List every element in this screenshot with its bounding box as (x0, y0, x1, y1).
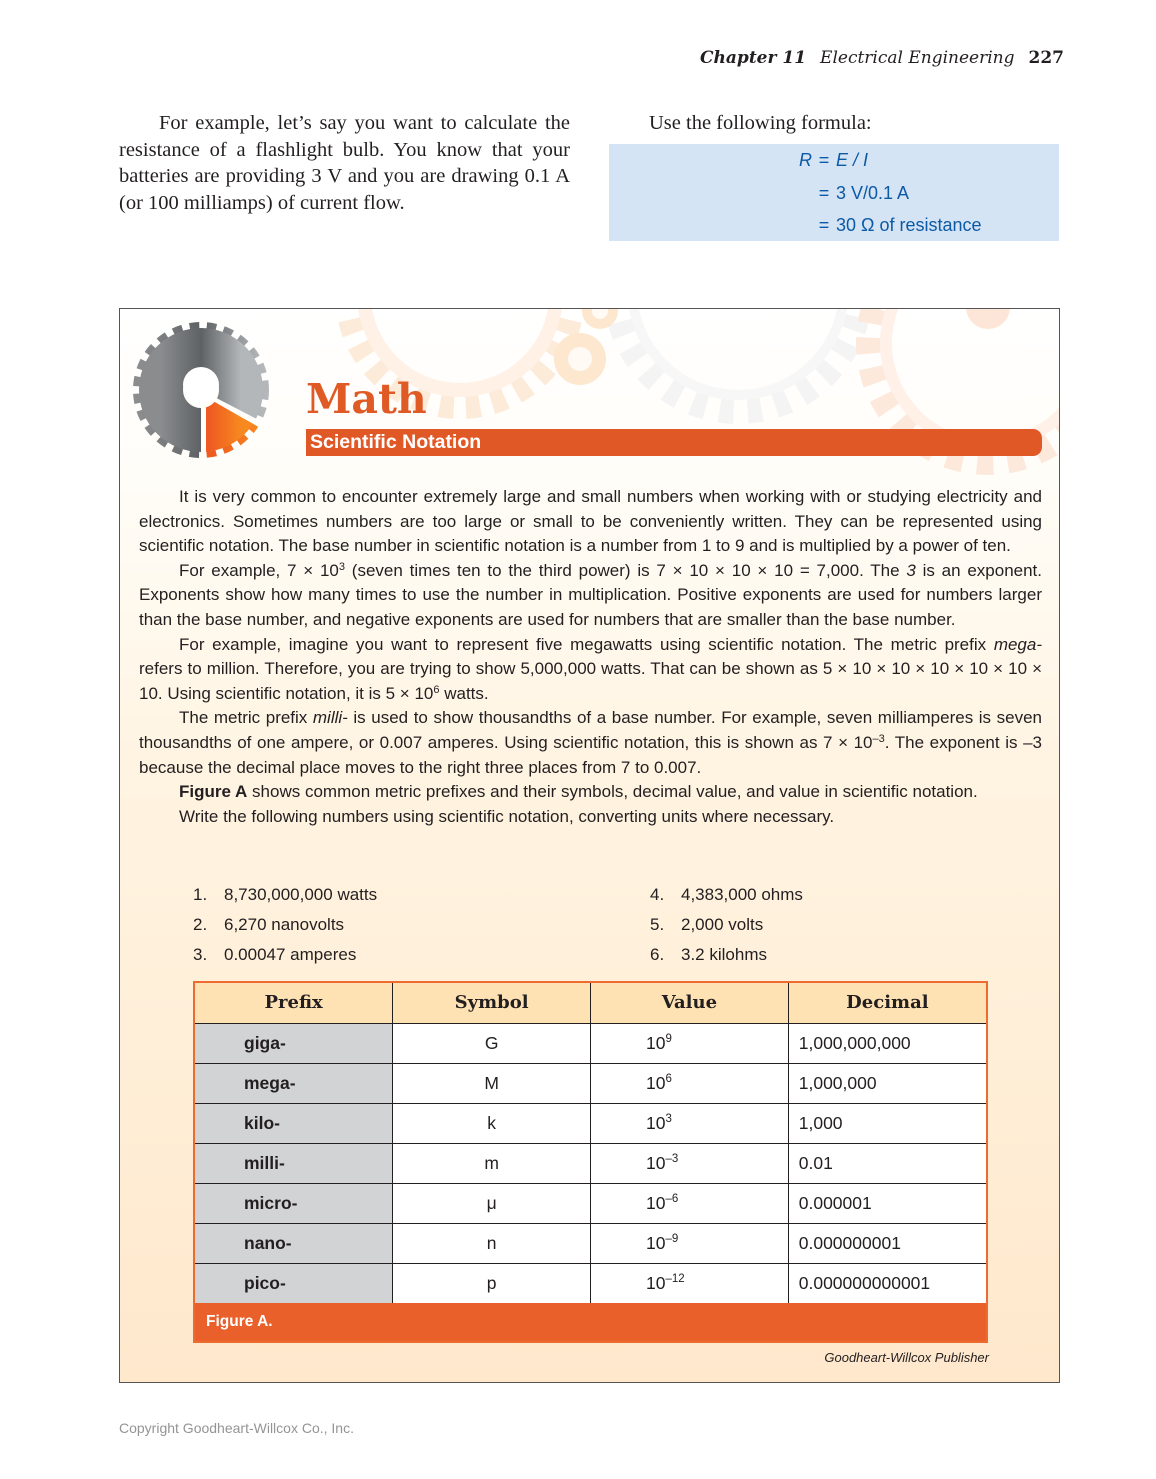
formula-line-1 (790, 150, 868, 171)
table-row (195, 1263, 986, 1303)
paragraph-5: Figure A shows common metric prefixes and their symbols, decimal value, and value in scientific notation. (179, 782, 978, 802)
prefix-cell: micro- (195, 1183, 393, 1223)
exercise-column-left (193, 880, 593, 970)
value-cell: $10^{-6}$ (591, 1183, 789, 1223)
value-cell: $10^6$ (591, 1063, 789, 1103)
page-number: 227 (1028, 48, 1064, 68)
value-cell: $10^{-3}$ (591, 1143, 789, 1183)
figure-credit: Goodheart-Willcox Publisher (824, 1350, 989, 1365)
value-cell: $10^3$ (591, 1103, 789, 1143)
feature-subtitle: Scientific Notation (310, 431, 482, 453)
feature-subtitle-bar (306, 429, 1042, 456)
table-row (195, 1183, 986, 1223)
paragraph-4: The metric prefix milli- is used to show thousandths of a base number. For example, seven milliamperes is seven thousandths of one ampere, or 0.007 amperes. Using scientific notation, this is shown as $7 \times 10^{-3}$. The exponent is –3 because the decimal place moves to the right three places from 7 to 0.007. (139, 708, 1043, 777)
copyright-footer: Copyright Goodheart-Willcox Co., Inc. (119, 1420, 354, 1436)
decimal-cell: 0.000000001 (788, 1223, 986, 1263)
exercise-column-right (650, 880, 1050, 970)
intro-text: For example, let’s say you want to calculate the resistance of a flashlight bulb. You know that your batteries are providing 3 V and you are drawing 0.1 A (or 100 milliamps) of current flow. (119, 112, 570, 214)
symbol-cell: k (393, 1103, 591, 1143)
formula-equals: = (818, 150, 830, 170)
formula-box (609, 144, 1059, 241)
formula-equals: = (818, 215, 830, 235)
value-cell: $10^9$ (591, 1023, 789, 1063)
chapter-title: Electrical Engineering (820, 48, 1015, 68)
feature-body (139, 485, 1042, 829)
prefix-cell: milli- (195, 1143, 393, 1183)
table-row (195, 1223, 986, 1263)
column-header-prefix: Prefix (195, 983, 393, 1023)
exercise-item: 5. 2,000 volts (650, 915, 764, 934)
table-row (195, 1023, 986, 1063)
decimal-cell: 0.01 (788, 1143, 986, 1183)
figure-reference: Figure A (179, 782, 248, 802)
formula-lhs: R (799, 150, 812, 170)
table-header-row (195, 983, 986, 1023)
exercise-item: 4. 4,383,000 ohms (650, 885, 803, 904)
paragraph-6: Write the following numbers using scientific notation, converting units where necessary. (179, 806, 835, 826)
exercise-item: 2. 6,270 nanovolts (193, 915, 345, 934)
formula-line-3 (790, 215, 982, 236)
formula-expr: 3 V/0.1 A (836, 183, 910, 203)
symbol-cell: M (393, 1063, 591, 1103)
table-row (195, 1143, 986, 1183)
math-feature-box (119, 308, 1060, 1383)
value-cell: $10^{-12}$ (591, 1263, 789, 1303)
decimal-cell: 0.000000000001 (788, 1263, 986, 1303)
metric-prefix-table (193, 981, 988, 1343)
formula-expr: 30 Ω of resistance (836, 215, 982, 235)
symbol-cell: G (393, 1023, 591, 1063)
decimal-cell: 0.000001 (788, 1183, 986, 1223)
prefix-cell: mega- (195, 1063, 393, 1103)
table-row (195, 1103, 986, 1143)
formula-lead: Use the following formula: (649, 112, 872, 134)
prefix-cell: nano- (195, 1223, 393, 1263)
running-head (700, 48, 1064, 68)
exercise-item: 3. 0.00047 amperes (193, 945, 357, 964)
symbol-cell: m (393, 1143, 591, 1183)
gear-logo-icon (126, 315, 276, 465)
column-header-decimal: Decimal (788, 983, 986, 1023)
prefix-cell: giga- (195, 1023, 393, 1063)
chapter-label: Chapter 11 (700, 48, 807, 68)
figure-caption: Figure A. (195, 1303, 986, 1341)
symbol-cell: p (393, 1263, 591, 1303)
decimal-cell: 1,000,000,000 (788, 1023, 986, 1063)
symbol-cell: μ (393, 1183, 591, 1223)
column-header-value: Value (591, 983, 789, 1023)
decimal-cell: 1,000 (788, 1103, 986, 1143)
value-cell: $10^{-9}$ (591, 1223, 789, 1263)
formula-equals: = (818, 183, 830, 203)
feature-title: Math (306, 375, 427, 423)
prefix-cell: kilo- (195, 1103, 393, 1143)
paragraph-2: For example, $7 \times 10^3$ (seven times ten to the third power) is 7 × 10 × 10 × 10 = 7,000. The 3 is an exponent. Exponents show how many times to use the number in multiplication. Positive exponents are used for numbers larger than the base number, and negative exponents are used for numbers that are smaller than the base number. (139, 560, 1043, 629)
decimal-cell: 1,000,000 (788, 1063, 986, 1103)
prefix-cell: pico- (195, 1263, 393, 1303)
exercise-item: 6. 3.2 kilohms (650, 945, 767, 964)
symbol-cell: n (393, 1223, 591, 1263)
formula-expr: E / I (836, 150, 869, 170)
table-row (195, 1063, 986, 1103)
exercise-item: 1. 8,730,000,000 watts (193, 885, 378, 904)
intro-paragraph (119, 110, 570, 216)
column-header-symbol: Symbol (393, 983, 591, 1023)
formula-line-2 (790, 183, 909, 204)
paragraph-1: It is very common to encounter extremely large and small numbers when working with or studying electricity and electronics. Sometimes numbers are too large or small to be conveniently written. They can be represented using scientific notation. The base number in scientific notation is a number from 1 to 9 and is multiplied by a power of ten. (139, 487, 1042, 556)
paragraph-3: For example, imagine you want to represent five megawatts using scientific notation. The metric prefix mega- refers to million. Therefore, you are trying to show 5,000,000 watts. That can be shown as 5 × 10 × 10 × 10 × 10 × 10 × 10. Using scientific notation, it is $5 \times 10^6$ watts. (139, 634, 1042, 703)
